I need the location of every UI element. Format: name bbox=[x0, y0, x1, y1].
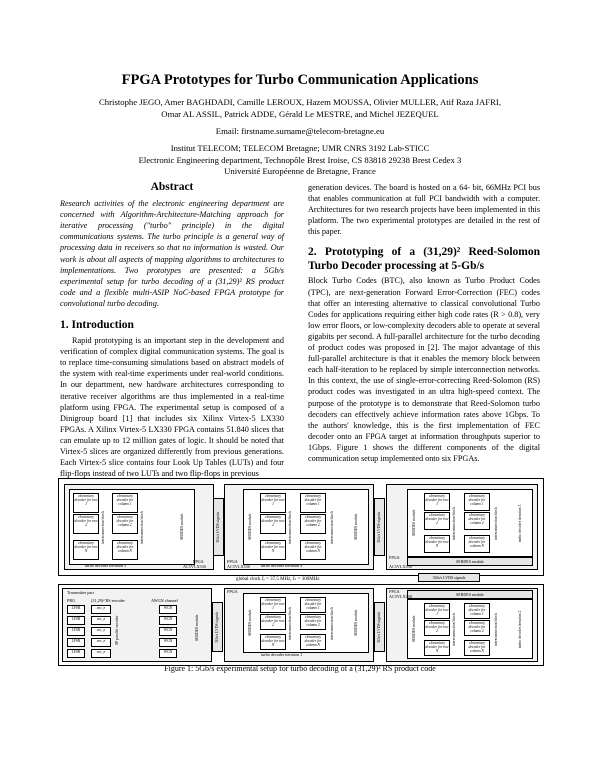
encoder-block: enc_n bbox=[91, 638, 111, 647]
intro-text: Rapid prototyping is an important step in the development and verification of complex digital communication systems. The goal is to replace time-consuming simulations based on abstract models of the system with real-time experiments under real-world conditions. In our department, new hardware architectures corresponding to iterative receiver algorithms are thus implemented in a real-time platform using FPGA. The experimental setup is composed of a Dinigroup board [1] that includes six Xilinx Virtex-5 LX330 FPGAs. A Xilinx Virtex-5 LX330 FPGA contains 51.840 slices that can emulate up to 12 million gates of logic. It should be noted that Virtex-5 slices are organized differently from previous generations. Each Virtex-5 slice contains four Look Up Tables (LUTs) and four flip-flops instead of two LUTs and two flip-flops in previous bbox=[60, 336, 284, 479]
decoder-col-n: elementary decoder for column N bbox=[300, 540, 326, 560]
fpga-label: FPGA bbox=[389, 555, 400, 560]
interconnect-label: interconnection block bbox=[140, 510, 144, 544]
serdes-label: SERDES module bbox=[248, 513, 252, 541]
turbo-decoder-block bbox=[243, 489, 369, 565]
serdes-label: SERDES module bbox=[354, 609, 358, 637]
fpga-part: AC5VLX330 bbox=[389, 594, 412, 599]
lfsr-block: LFSR bbox=[67, 605, 85, 614]
fpga-part: AC5VLX330 bbox=[183, 564, 206, 569]
interconnect-label: interconnection block bbox=[101, 510, 105, 544]
serdes-label: SERDES module bbox=[354, 513, 358, 541]
abstract-text: Research activities of the electronic engineering department are concerned with Algorithm-Architecture-Matching approach for iterative processing ("turbo" principle) in the digital communications systems. The turbo principle is a general way of processing data in receivers so that no information is wasted. Our work is about all aspects of mapping algorithms to architectures to implementations. Two prototypes are presented: a 5Gb/s experimental setup for turbo decoding of a (31,29)² RS product code and a flexible multi-ASIP NoC-based FPGA prototype for convolutional turbo decoding. bbox=[60, 199, 284, 308]
iteration-label: turbo decoder iteration 4 bbox=[261, 563, 303, 568]
serdes-label: SERDES module bbox=[180, 513, 184, 541]
fpga-part: AC5VLX330 bbox=[389, 564, 412, 569]
interconnect-label: interconnection block bbox=[288, 606, 292, 640]
iteration-label: turbo decoder iteration 2 bbox=[518, 610, 522, 648]
turbo-decoder-block bbox=[407, 599, 533, 659]
decoder-row-1: elementary decoder for row 1 bbox=[260, 493, 286, 513]
decoder-row-n: elementary decoder for row N bbox=[260, 634, 286, 650]
interconnect-label: interconnection block bbox=[330, 606, 334, 640]
sp-encoder-label: SP parallel encoder bbox=[115, 615, 119, 645]
interconnect-label: interconnection block bbox=[330, 510, 334, 544]
iteration-label: turbo decoder iteration 1 bbox=[261, 652, 303, 657]
fpga-label: FPGA bbox=[227, 589, 238, 594]
interconnect-label: interconnection block bbox=[452, 612, 456, 646]
affiliation-line-2: Electronic Engineering department, Technopôle Brest Iroise, CS 83818 29238 Brest Cedex 3 bbox=[138, 154, 462, 165]
figure-1 bbox=[58, 478, 542, 664]
intro-heading: 1. Introduction bbox=[60, 319, 134, 332]
right-column bbox=[308, 182, 540, 464]
decoder-row-1: elementary decoder for row 1 bbox=[73, 493, 99, 513]
section-2-text: Block Turbo Codes (BTC), also known as Turbo Product Codes (TPC), are next-generation Forward Error-Correction (FEC) codes that offer an interesting alternative to classical convolutional Turbo Codes for applications requiring either high code rates (R > 0.8), very low error floors, or low-complexity decoders able to operate at several gigabits per second. A full-parallel architecture for the turbo decoding of product codes was proposed in [2]. The major advantage of this full-parallel architecture is that it enables the memory block between each half-iteration to be replaced by simple interconnection networks. In this context, the use of single-error-correcting Reed-Solomon (RS) product codes was investigated in an ultra high-speed context. The purpose of the prototype is to demonstrate that Reed-Solomon turbo decoders can effectively achieve information rates above 1Gbps. To the authors' knowledge, this is the first implementation of FEC decoder onto an FPGA target at information throughputs superior to 1Gbps. Figure 1 shows the different components of the digital communication setup implemented onto six FPGAs. bbox=[308, 276, 540, 463]
contact-email: Email: firstname.surname@telecom-bretagne.eu bbox=[215, 126, 385, 136]
decoder-col-n: elementary decoder for column N bbox=[112, 540, 138, 560]
lfsr-block: LFSR bbox=[67, 638, 85, 647]
lvds-link: 3Gb/s LVDS signals bbox=[418, 573, 480, 582]
encoder-label: (31,29)² RS encoder bbox=[91, 598, 125, 603]
decoder-col-2: elementary decoder for column 2 bbox=[300, 514, 326, 534]
authors-line-2: Omar AL ASSIL, Patrick ADDE, Gérald Le MESTRE, and Michel JEZEQUEL bbox=[161, 109, 439, 119]
lvds-link: 3Gb/s LVDS signals bbox=[374, 498, 385, 556]
author-list bbox=[60, 96, 540, 120]
decoder-col-1: elementary decoder for column 1 bbox=[300, 493, 326, 513]
decoder-row-1: elementary decoder for row 1 bbox=[260, 597, 286, 613]
decoder-col-1: elementary decoder for column 1 bbox=[464, 493, 490, 511]
abstract-heading: Abstract bbox=[150, 181, 194, 193]
lvds-link: 3Gb/s LVDS signals bbox=[212, 602, 223, 652]
decoder-col-n: elementary decoder for column N bbox=[464, 640, 490, 656]
fpga-label: FPGA bbox=[389, 589, 400, 594]
decoder-col-1: elementary decoder for column 1 bbox=[112, 493, 138, 513]
decoder-row-n: elementary decoder for row N bbox=[424, 535, 450, 553]
decoder-row-2: elementary decoder for row 2 bbox=[73, 514, 99, 534]
fpga-iteration-5 bbox=[64, 484, 214, 570]
lfsr-block: LFSR bbox=[67, 627, 85, 636]
decoder-row-1: elementary decoder for row 1 bbox=[424, 493, 450, 511]
lvds-link: 3Gb/s LVDS signals bbox=[374, 602, 385, 652]
decoder-col-2: elementary decoder for column 2 bbox=[112, 514, 138, 534]
figure-1-caption bbox=[0, 664, 600, 673]
decoder-row-n: elementary decoder for row N bbox=[260, 540, 286, 560]
interconnect-label: interconnection block bbox=[494, 612, 498, 646]
serdes-module-bar: SERDES module bbox=[407, 557, 533, 566]
lfsr-block: LFSR bbox=[67, 616, 85, 625]
lfsr-block: LFSR bbox=[67, 649, 85, 658]
section-2-heading: 2. Prototyping of a (31,29)² Reed-Solomon Turbo Decoder processing at 5-Gb/s bbox=[308, 246, 540, 273]
turbo-decoder-block bbox=[407, 489, 533, 557]
interconnect-label: interconnection block bbox=[288, 510, 292, 544]
decoder-col-1: elementary decoder for column 1 bbox=[464, 603, 490, 619]
clock-label: global clock fₑ = 37.5 MHz, fₛ = 300MHz bbox=[236, 577, 320, 582]
interconnect-label: interconnection block bbox=[494, 506, 498, 540]
fpga-label: FPGA bbox=[193, 559, 204, 564]
decoder-col-2: elementary decoder for column 2 bbox=[464, 512, 490, 530]
iteration-label: turbo decoder iteration 5 bbox=[85, 563, 127, 568]
decoder-col-n: elementary decoder for column N bbox=[464, 535, 490, 553]
turbo-decoder-block bbox=[243, 593, 369, 653]
decoder-col-2: elementary decoder for column 2 bbox=[300, 614, 326, 630]
paper-title: FPGA Prototypes for Turbo Communication Applications bbox=[121, 72, 479, 88]
encoder-block: enc_n bbox=[91, 605, 111, 614]
turbo-decoder-block bbox=[69, 489, 195, 565]
decoder-row-2: elementary decoder for row 2 bbox=[260, 514, 286, 534]
encoder-block: enc_n bbox=[91, 616, 111, 625]
fpga-iteration-2 bbox=[386, 588, 538, 662]
decoder-col-2: elementary decoder for column 2 bbox=[464, 620, 490, 636]
serdes-label: SERDES module bbox=[412, 615, 416, 643]
fpga-label: FPGA bbox=[227, 559, 238, 564]
wgn-block: WGN bbox=[159, 638, 177, 647]
wgn-block: WGN bbox=[159, 605, 177, 614]
interconnect-label: interconnection block bbox=[452, 506, 456, 540]
decoder-row-n: elementary decoder for row N bbox=[73, 540, 99, 560]
encoder-block: enc_n bbox=[91, 627, 111, 636]
figure-1-caption-text: Figure 1: 5Gb/s experimental setup for turbo decoding of a (31,29)² RS product code bbox=[164, 664, 436, 673]
serdes-label: SERDES module bbox=[412, 509, 416, 537]
fpga-part: AC5VLX330 bbox=[227, 564, 250, 569]
decoder-row-1: elementary decoder for row 1 bbox=[424, 603, 450, 619]
affiliation-line-1: Institut TELECOM; TELECOM Bretagne; UMR CNRS 3192 Lab-STICC bbox=[170, 143, 430, 153]
authors-line-1: Christophe JEGO, Amer BAGHDADI, Camille LEROUX, Hazem MOUSSA, Olivier MULLER, Atif Raza JAFRI, bbox=[99, 97, 501, 107]
serdes-module-bar: SERDES module bbox=[407, 590, 533, 599]
intro-continued-text: generation devices. The board is hosted on a 64- bit, 66MHz PCI bus that enables communication at full PCI bandwidth with a computer. Architectures for two research projects have been implemented in this platform. The two experimental prototypes are detailed in the rest of this paper. bbox=[308, 183, 540, 237]
left-column bbox=[60, 182, 284, 479]
awgn-label: AWGN channel bbox=[151, 598, 178, 603]
decoder-row-n: elementary decoder for row N bbox=[424, 640, 450, 656]
serdes-label: SERDES module bbox=[248, 609, 252, 637]
wgn-block: WGN bbox=[159, 649, 177, 658]
fpga-transmitter bbox=[62, 588, 212, 662]
transmitter-label: Transmitter part bbox=[67, 590, 94, 595]
lvds-link: 3Gb/s LVDS signals bbox=[213, 498, 224, 556]
fpga-iteration-3 bbox=[386, 484, 538, 570]
decoder-col-n: elementary decoder for column N bbox=[300, 634, 326, 650]
wgn-block: WGN bbox=[159, 616, 177, 625]
decoder-row-2: elementary decoder for row 2 bbox=[260, 614, 286, 630]
fpga-iteration-4 bbox=[224, 484, 374, 570]
encoder-block: enc_n bbox=[91, 649, 111, 658]
prg-label: PRG bbox=[67, 598, 76, 603]
decoder-col-1: elementary decoder for column 1 bbox=[300, 597, 326, 613]
affiliation-line-3: Université Européenne de Bretagne, France bbox=[224, 166, 376, 176]
iteration-label: turbo decoder iteration 3 bbox=[518, 504, 522, 542]
decoder-row-2: elementary decoder for row 2 bbox=[424, 620, 450, 636]
decoder-row-2: elementary decoder for row 2 bbox=[424, 512, 450, 530]
affiliation bbox=[60, 143, 540, 178]
fpga-iteration-1 bbox=[224, 588, 374, 662]
serdes-label: SERDES module bbox=[195, 614, 199, 642]
wgn-block: WGN bbox=[159, 627, 177, 636]
